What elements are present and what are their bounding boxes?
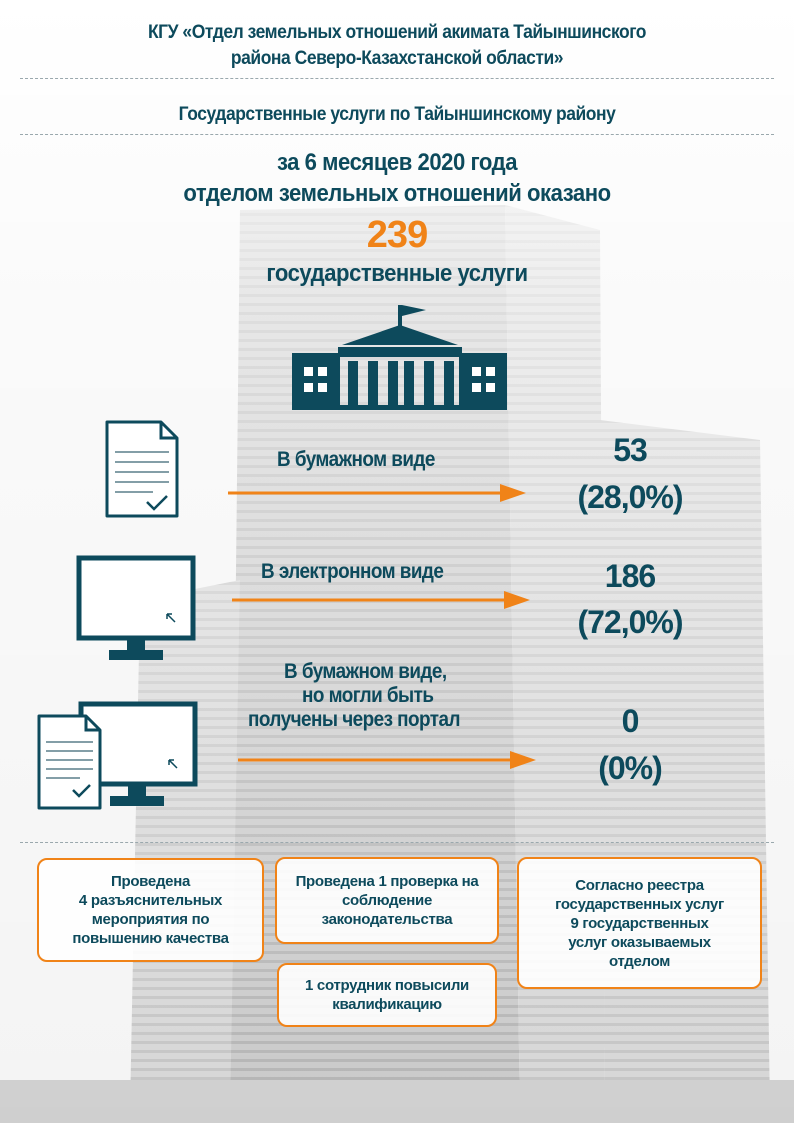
building-icon bbox=[292, 305, 507, 410]
divider-subtitle bbox=[20, 134, 774, 135]
arrow-right-icon bbox=[238, 750, 538, 770]
info-box-registry-text: Согласно реестра государственных услуг 9 государственных услуг оказываемых отделом bbox=[555, 876, 724, 970]
document-monitor-icon bbox=[36, 702, 200, 812]
info-box-inspection-text: Проведена 1 проверка на соблюдение законодательства bbox=[295, 873, 479, 928]
row-portal-label-line2: но могли быть bbox=[302, 684, 434, 707]
org-title-line2: района Северо-Казахстанской области» bbox=[230, 48, 564, 69]
summary-line3: государственные услуги bbox=[266, 260, 528, 287]
row-paper-percent: (28,0%) bbox=[577, 479, 683, 515]
row-portal-label-line3: получены через портал bbox=[248, 708, 460, 731]
arrow-right-icon bbox=[232, 590, 532, 610]
total-services: 239 bbox=[366, 214, 428, 256]
info-box-inspection bbox=[275, 857, 499, 944]
row-electronic-percent: (72,0%) bbox=[577, 604, 683, 640]
summary-line2: отделом земельных отношений оказано bbox=[183, 180, 611, 207]
row-portal-label-line1: В бумажном виде, bbox=[284, 660, 447, 683]
info-box-training-text: 1 сотрудник повысили квалификацию bbox=[305, 977, 469, 1013]
row-paper-count: 53 bbox=[613, 432, 647, 468]
row-portal-percent: (0%) bbox=[598, 750, 662, 786]
info-box-registry bbox=[517, 857, 762, 989]
arrow-right-icon bbox=[228, 483, 528, 503]
summary-line1: за 6 месяцев 2020 года bbox=[276, 149, 518, 176]
row-electronic-label: В электронном виде bbox=[261, 560, 444, 583]
document-check-icon bbox=[103, 418, 181, 520]
subtitle: Государственные услуги по Тайыншинскому району bbox=[178, 104, 616, 125]
row-electronic-count: 186 bbox=[604, 558, 656, 594]
row-portal-count: 0 bbox=[621, 703, 639, 739]
org-title-line1: КГУ «Отдел земельных отношений акимата Тайыншинского bbox=[147, 22, 647, 43]
info-box-training bbox=[277, 963, 497, 1027]
row-paper-label: В бумажном виде bbox=[277, 448, 435, 471]
divider-top bbox=[20, 78, 774, 79]
divider-bottom bbox=[20, 842, 774, 843]
monitor-icon bbox=[77, 556, 195, 662]
info-box-events-text: Проведена 4 разъяснительных мероприятия по повышению качества bbox=[72, 873, 229, 947]
info-box-events bbox=[37, 858, 264, 962]
